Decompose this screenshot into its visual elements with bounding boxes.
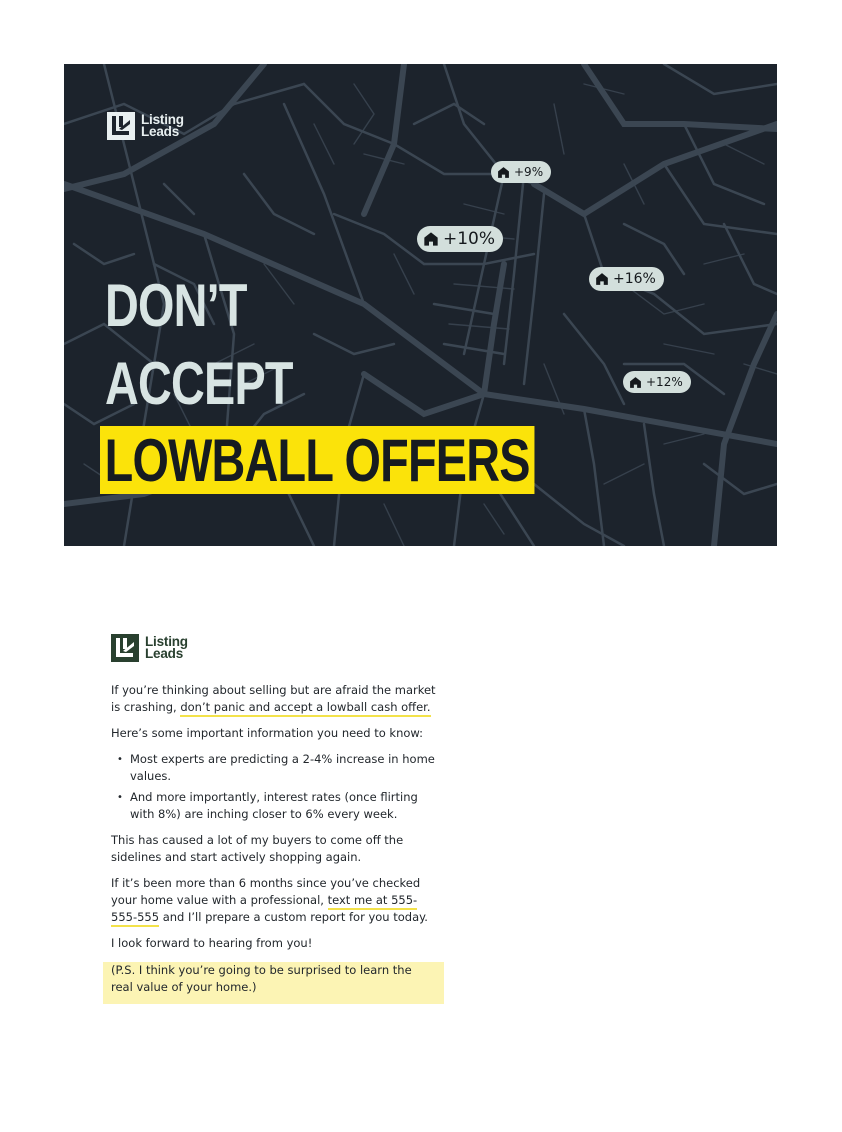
cta-phone-link[interactable]: text me at 555-555-555 (111, 893, 417, 927)
hero-logo (107, 112, 184, 140)
letter-logo-wordmark (145, 636, 188, 660)
logo-line-leads: Leads (145, 646, 184, 661)
logo-line-leads: Leads (141, 124, 180, 139)
marker-label: +10% (443, 229, 496, 249)
house-icon (629, 376, 642, 389)
hero-banner (64, 64, 777, 546)
map-marker-plus-16 (589, 267, 664, 291)
marker-label: +9% (514, 165, 544, 179)
bullet-text: And more importantly, interest rates (once flirting with 8%) are inching closer to 6% every week. (130, 790, 418, 821)
list-item (111, 789, 441, 823)
listing-leads-logo-mark-icon (107, 112, 135, 140)
bullet-icon: • (117, 754, 123, 765)
cta-paragraph (111, 875, 441, 926)
house-icon (595, 272, 609, 286)
info-bullet-list (111, 751, 441, 823)
cta-intro-text: If it’s been more than 6 months since you’ve checked your home value with a professional, (111, 876, 421, 907)
map-marker-plus-9 (491, 161, 551, 183)
listing-leads-logo-mark-icon (111, 634, 139, 662)
intro-text: If you’re thinking about selling but are afraid the market is crashing, (111, 683, 436, 714)
logo-line-listing: Listing (145, 634, 188, 649)
headline-line-3-highlighted: LOWBALL OFFERS (100, 426, 534, 494)
ps-text: (P.S. I think you’re going to be surprised to learn the real value of your home.) (111, 963, 412, 994)
map-marker-plus-10 (417, 226, 503, 252)
letter-body (111, 634, 441, 961)
marker-label: +16% (613, 271, 656, 287)
intro-paragraph (111, 682, 441, 716)
letter-logo (111, 634, 441, 662)
hero-logo-wordmark (141, 114, 184, 138)
marker-label: +12% (646, 375, 683, 389)
ps-highlight-box (103, 962, 444, 1004)
logo-line-listing: Listing (141, 112, 184, 127)
buyers-paragraph: This has caused a lot of my buyers to come off the sidelines and start actively shopping again. (111, 833, 404, 864)
map-marker-plus-12 (623, 371, 691, 393)
headline-line-1: DON’T (105, 272, 247, 339)
cta-outro-text: and I’ll prepare a custom report for you today. (162, 910, 428, 924)
bullet-icon: • (117, 792, 123, 803)
house-icon (423, 231, 439, 247)
list-item (111, 751, 441, 785)
house-icon (497, 166, 510, 179)
closing-paragraph: I look forward to hearing from you! (111, 936, 313, 950)
headline-line-2: ACCEPT (105, 350, 293, 417)
intro-underlined-phrase: don’t panic and accept a lowball cash offer. (180, 700, 430, 717)
bullet-text: Most experts are predicting a 2-4% increase in home values. (130, 752, 435, 783)
info-lead-paragraph: Here’s some important information you need to know: (111, 726, 424, 740)
